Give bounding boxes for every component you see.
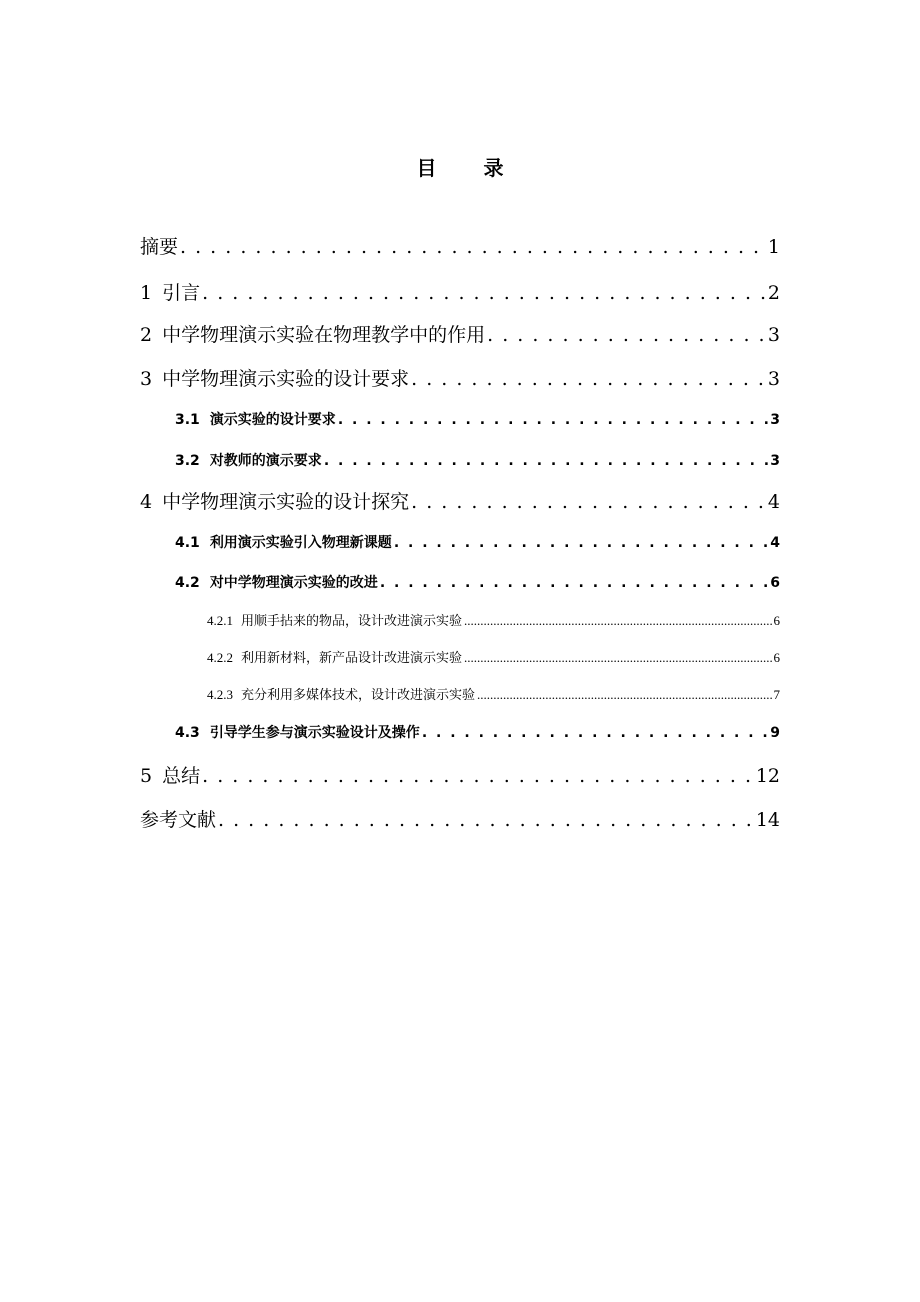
leader-dots (218, 809, 754, 831)
toc-entry-label: 4.2.1 用顺手拈来的物品，设计改进演示实验 (207, 613, 463, 628)
toc-entry-page: 1 (767, 236, 780, 258)
toc-entry-page: 6 (773, 613, 780, 628)
leader-dots (487, 324, 766, 346)
toc-entry-label: 4 中学物理演示实验的设计探究 (140, 491, 410, 513)
toc-entry-section-4-2-1[interactable] (207, 610, 780, 629)
toc-entry-section-4-2-2[interactable] (207, 647, 780, 666)
leader-dots (180, 236, 766, 258)
toc-entry-section-4-2-3[interactable] (207, 684, 780, 703)
toc-entry-label: 4.1 利用演示实验引入物理新课题 (175, 535, 392, 551)
leader-dots (464, 613, 771, 629)
toc-entry-abstract[interactable] (140, 232, 780, 259)
toc-entry-introduction[interactable] (140, 278, 780, 305)
toc-entry-page: 3 (767, 324, 780, 346)
leader-dots (380, 575, 768, 591)
leader-dots (202, 282, 766, 304)
leader-dots (324, 453, 768, 469)
toc-entry-label: 1 引言 (140, 282, 201, 304)
leader-dots (464, 650, 771, 666)
toc-entry-label: 4.2.2 利用新材料，新产品设计改进演示实验 (207, 650, 463, 665)
toc-entry-label: 2 中学物理演示实验在物理教学中的作用 (140, 324, 486, 346)
toc-entry-references[interactable] (140, 805, 780, 832)
toc-entry-section-4-2[interactable] (175, 572, 780, 592)
leader-dots (411, 491, 766, 513)
toc-entry-page: 7 (773, 687, 780, 702)
toc-entry-label: 5 总结 (140, 765, 201, 787)
toc-entry-page: 14 (755, 809, 780, 831)
leader-dots (202, 765, 754, 787)
toc-entry-section-3[interactable] (140, 364, 780, 391)
toc-entry-section-4[interactable] (140, 487, 780, 514)
toc-entry-section-3-2[interactable] (175, 450, 780, 470)
toc-entry-section-3-1[interactable] (175, 409, 780, 429)
toc-entry-section-4-3[interactable] (175, 722, 780, 742)
toc-entry-page: 3 (767, 368, 780, 390)
leader-dots (338, 412, 768, 428)
toc-entry-page: 6 (773, 650, 780, 665)
leader-dots (422, 725, 768, 741)
toc-entry-page: 6 (770, 575, 780, 591)
toc-entry-label: 3 中学物理演示实验的设计要求 (140, 368, 410, 390)
toc-entry-page: 3 (770, 412, 780, 428)
toc-entry-page: 3 (770, 453, 780, 469)
toc-entry-label: 4.3 引导学生参与演示实验设计及操作 (175, 725, 420, 741)
leader-dots (411, 368, 766, 390)
toc-entry-label: 4.2.3 充分利用多媒体技术，设计改进演示实验 (207, 687, 476, 702)
toc-entry-label: 3.1 演示实验的设计要求 (175, 412, 336, 428)
toc-entry-label: 参考文献 (140, 809, 217, 831)
toc-entry-label: 4.2 对中学物理演示实验的改进 (175, 575, 378, 591)
toc-entry-page: 4 (767, 491, 780, 513)
toc-entry-label: 3.2 对教师的演示要求 (175, 453, 322, 469)
toc-entry-section-2[interactable] (140, 320, 780, 347)
toc-title: 目 录 (416, 156, 524, 180)
toc-entry-page: 4 (770, 535, 780, 551)
toc-entry-page: 2 (767, 282, 780, 304)
toc-entry-page: 12 (755, 765, 780, 787)
leader-dots (477, 687, 771, 703)
toc-entry-label: 摘要 (140, 236, 179, 258)
leader-dots (394, 535, 768, 551)
toc-entry-section-4-1[interactable] (175, 532, 780, 552)
toc-entry-conclusion[interactable] (140, 761, 780, 788)
toc-entry-page: 9 (770, 725, 780, 741)
